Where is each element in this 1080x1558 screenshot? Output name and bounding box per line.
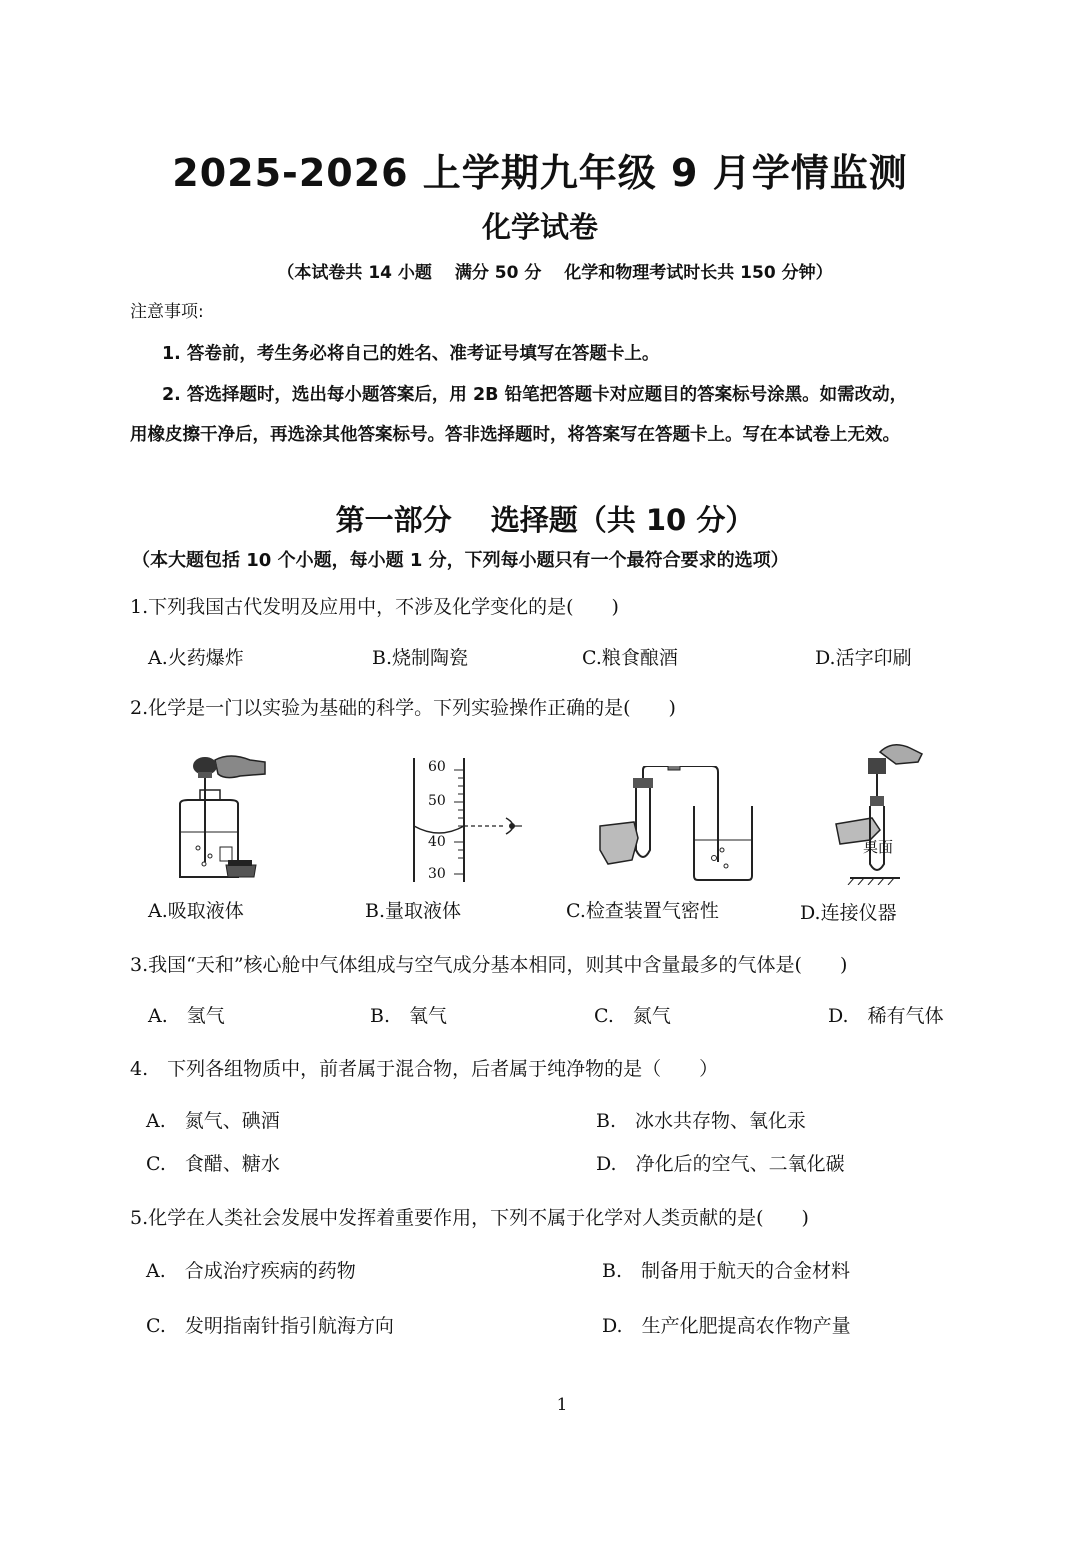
question-2-option-c: C.检查装置气密性 bbox=[566, 900, 719, 922]
section-title: 第一部分 选择题（共 10 分） bbox=[335, 503, 755, 537]
section-note: （本大题包括 10 个小题，每小题 1 分，下列每小题只有一个最符合要求的选项） bbox=[132, 550, 789, 571]
question-5-stem: 5.化学在人类社会发展中发挥着重要作用，下列不属于化学对人类贡献的是( ) bbox=[130, 1207, 809, 1229]
graduated-cylinder-figure bbox=[410, 756, 530, 884]
question-4-stem: 4. 下列各组物质中，前者属于混合物，后者属于纯净物的是（ ） bbox=[130, 1058, 719, 1080]
question-5-option-a: A. 合成治疗疾病的药物 bbox=[146, 1260, 356, 1282]
question-1-stem: 1.下列我国古代发明及应用中，不涉及化学变化的是( ) bbox=[130, 596, 619, 618]
page-number: 1 bbox=[556, 1395, 568, 1415]
question-3-option-c: C. 氮气 bbox=[594, 1005, 671, 1027]
question-2-option-a: A.吸取液体 bbox=[148, 900, 244, 922]
cylinder-tick-30: 30 bbox=[428, 866, 446, 882]
notice-item-2-line-2: 用橡皮擦干净后，再选涂其他答案标号。答非选择题时，将答案写在答题卡上。写在本试卷上无效。 bbox=[130, 425, 900, 445]
page-title: 2025-2026 上学期九年级 9 月学情监测 bbox=[172, 151, 908, 195]
notice-item-2-line-1: 2. 答选择题时，选出每小题答案后，用 2B 铅笔把答题卡对应题目的答案标号涂黑。如需改动， bbox=[162, 385, 908, 405]
notice-heading: 注意事项: bbox=[130, 302, 204, 322]
question-2-option-b: B.量取液体 bbox=[365, 900, 462, 922]
connect-apparatus-figure bbox=[830, 740, 940, 885]
question-2-stem: 2.化学是一门以实验为基础的科学。下列实验操作正确的是( ) bbox=[130, 697, 676, 719]
question-4-option-b: B. 冰水共存物、氧化汞 bbox=[596, 1110, 807, 1132]
question-3-stem: 3.我国“天和”核心舱中气体组成与空气成分基本相同，则其中含量最多的气体是( ) bbox=[130, 954, 848, 976]
question-4-option-d: D. 净化后的空气、二氧化碳 bbox=[596, 1153, 845, 1175]
question-5-option-d: D. 生产化肥提高农作物产量 bbox=[602, 1315, 851, 1337]
question-1-option-a: A.火药爆炸 bbox=[148, 647, 244, 669]
cylinder-tick-50: 50 bbox=[428, 793, 446, 809]
question-4-option-a: A. 氮气、碘酒 bbox=[146, 1110, 280, 1132]
dropper-bottle-figure bbox=[160, 752, 270, 887]
question-4-option-c: C. 食醋、糖水 bbox=[146, 1153, 280, 1175]
exam-subtitle: 化学试卷 bbox=[481, 210, 598, 244]
exam-info: （本试卷共 14 小题 满分 50 分 化学和物理考试时长共 150 分钟） bbox=[277, 263, 833, 283]
question-1-option-b: B.烧制陶瓷 bbox=[372, 647, 469, 669]
question-3-option-d: D. 稀有气体 bbox=[828, 1005, 944, 1027]
question-3-option-a: A. 氢气 bbox=[148, 1005, 225, 1027]
airtightness-check-figure bbox=[598, 766, 768, 886]
question-2-option-d: D.连接仪器 bbox=[800, 902, 897, 924]
question-5-option-b: B. 制备用于航天的合金材料 bbox=[602, 1260, 851, 1282]
cylinder-tick-60: 60 bbox=[428, 759, 446, 775]
notice-item-1: 1. 答卷前，考生务必将自己的姓名、准考证号填写在答题卡上。 bbox=[162, 344, 660, 364]
table-label: 桌面 bbox=[863, 838, 894, 856]
question-3-option-b: B. 氧气 bbox=[370, 1005, 448, 1027]
question-5-option-c: C. 发明指南针指引航海方向 bbox=[146, 1315, 394, 1337]
question-1-option-c: C.粮食酿酒 bbox=[582, 647, 678, 669]
question-1-option-d: D.活字印刷 bbox=[815, 647, 912, 669]
cylinder-tick-40: 40 bbox=[428, 834, 446, 850]
